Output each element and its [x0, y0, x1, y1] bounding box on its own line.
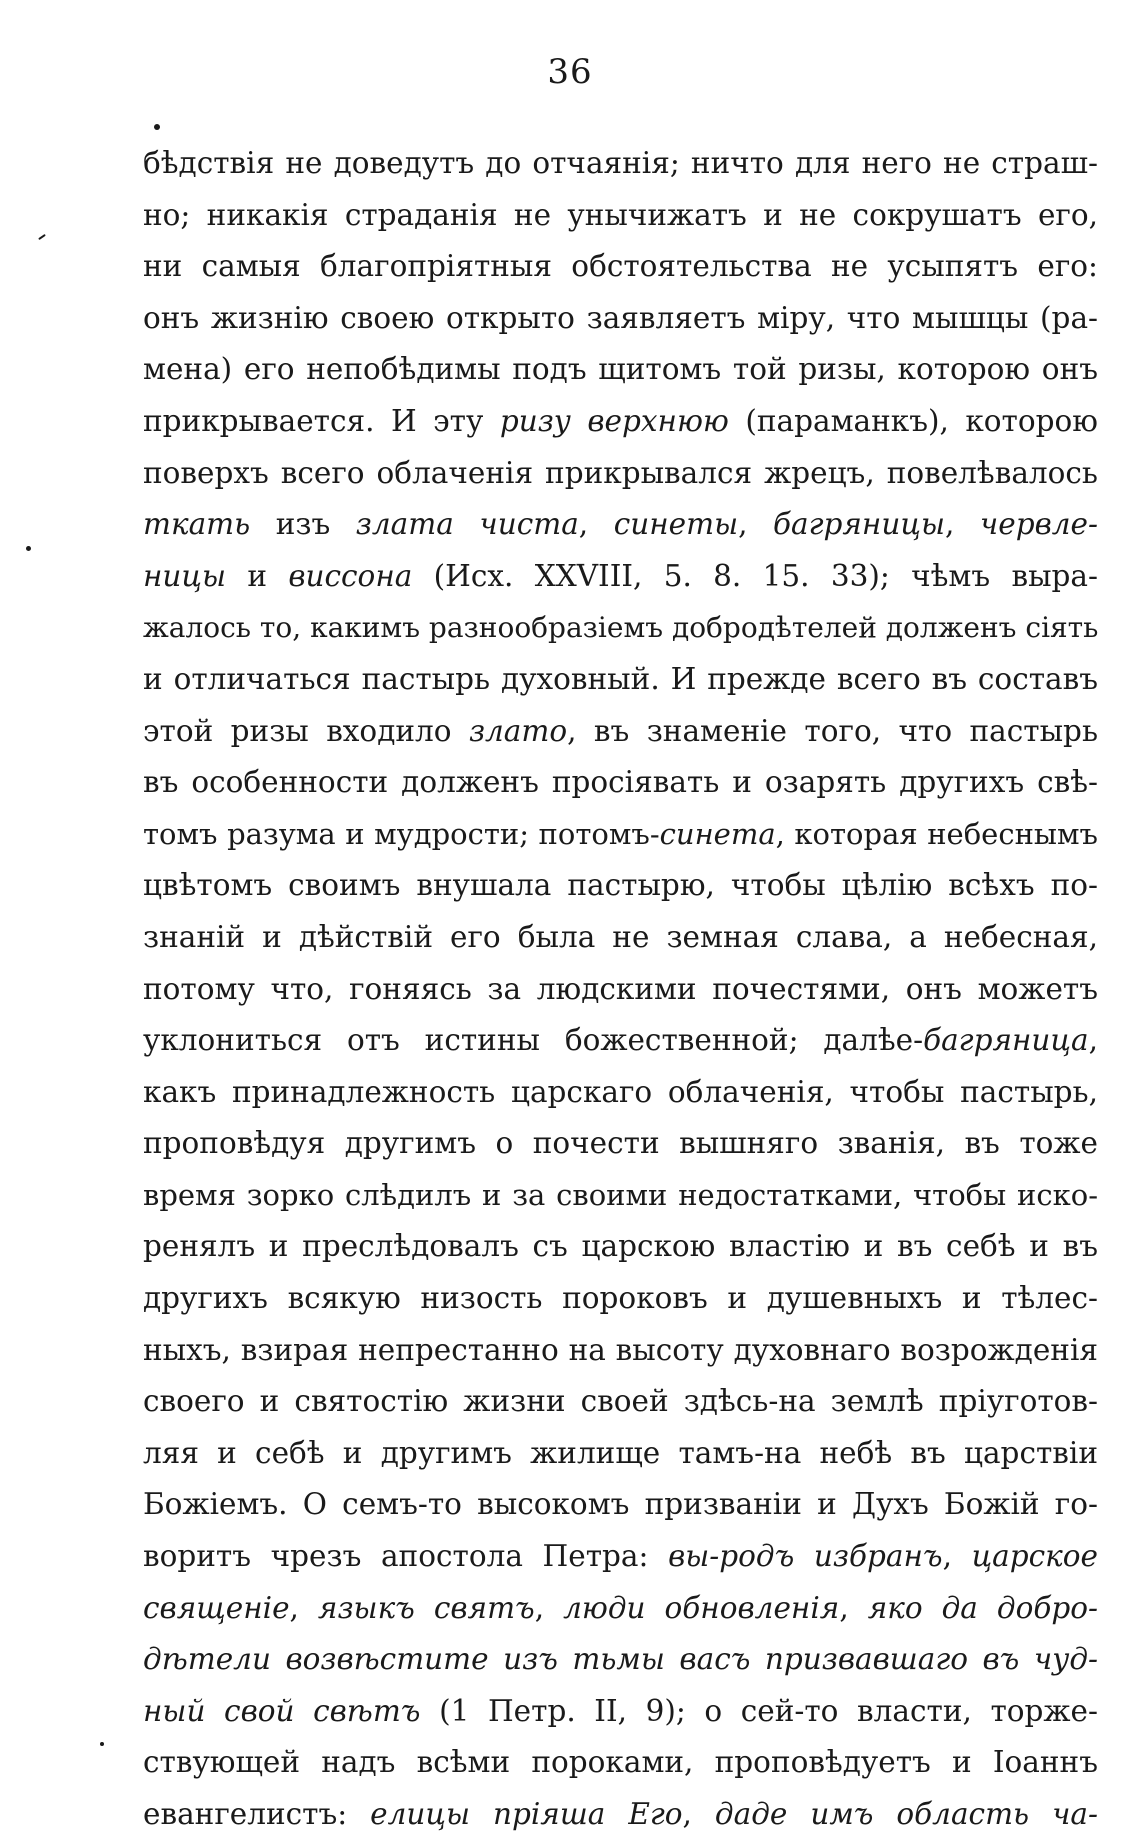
page-number: 36	[547, 52, 593, 92]
body-text	[143, 138, 1098, 1841]
text-line	[143, 1170, 1098, 1222]
text-segment: воритъ чрезъ апостола Петра:	[143, 1539, 669, 1574]
text-segment: время зорко слѣдилъ и за своими недостатками, чтобы иско-	[143, 1177, 1098, 1212]
text-line	[143, 1531, 1098, 1583]
text-line	[143, 1634, 1098, 1686]
text-segment: и	[226, 558, 289, 593]
text-line	[143, 293, 1098, 345]
text-line	[143, 602, 1098, 654]
text-segment: , которая небеснымъ	[775, 816, 1098, 851]
text-line	[143, 1376, 1098, 1428]
italic-text: яко да добро-	[867, 1590, 1098, 1625]
text-line	[143, 396, 1098, 448]
text-segment: цвѣтомъ своимъ внушала пастырю, чтобы цѣлію всѣхъ по-	[143, 868, 1098, 903]
text-line	[143, 706, 1098, 758]
text-line	[143, 1737, 1098, 1789]
text-segment: другихъ всякую низость пороковъ и душевныхъ и тѣлес-	[143, 1281, 1098, 1316]
text-line	[143, 1067, 1098, 1119]
text-line	[143, 551, 1098, 603]
italic-text: ризу верхнюю	[499, 403, 729, 438]
italic-text: виссона	[288, 558, 413, 593]
text-segment: въ особенности долженъ просіявать и озарять другихъ свѣ-	[143, 765, 1098, 800]
text-segment: изъ	[250, 507, 356, 542]
text-line	[143, 1686, 1098, 1738]
text-line	[143, 1479, 1098, 1531]
text-line	[143, 138, 1098, 190]
text-segment: этой ризы входило	[143, 713, 469, 748]
text-segment: потому что, гоняясь за людскими почестями, онъ можетъ	[143, 971, 1098, 1006]
italic-text: ницы	[143, 558, 227, 593]
text-segment: ,	[738, 507, 774, 542]
italic-text: злата чиста	[355, 507, 579, 542]
text-segment: жалось то, какимъ разнообразіемъ добродѣтелей долженъ сіять	[143, 611, 1098, 645]
text-segment: ,	[289, 1590, 318, 1625]
italic-text: злато	[468, 713, 568, 748]
text-segment: ,	[578, 507, 614, 542]
text-segment: но; никакія страданія не унычижатъ и не сокрушатъ его,	[143, 197, 1098, 232]
text-segment: бѣдствія не доведутъ до отчаянія; ничто для него не страш-	[143, 146, 1098, 180]
italic-text: елицы пріяша Его	[370, 1797, 683, 1831]
text-line	[143, 190, 1098, 242]
text-segment: своего и святостію жизни своей здѣсь-на землѣ пріуготов-	[143, 1384, 1098, 1419]
text-segment: (1 Петр. II, 9); о сей-то власти, торже-	[420, 1693, 1098, 1728]
text-segment: Божіемъ. О семъ-то высокомъ призваніи и Духъ Божій го-	[143, 1487, 1098, 1522]
text-line	[143, 1273, 1098, 1325]
italic-text: червле-	[979, 507, 1098, 542]
text-line	[143, 757, 1098, 809]
text-segment: , въ знаменіе того, что пастырь	[567, 713, 1098, 748]
text-line	[143, 448, 1098, 500]
text-segment: ренялъ и преслѣдовалъ съ царскою властію и въ себѣ и въ	[143, 1229, 1098, 1264]
text-line	[143, 499, 1098, 551]
text-segment: ,	[839, 1590, 868, 1625]
ink-speck	[26, 546, 31, 551]
text-line	[143, 912, 1098, 964]
italic-text: люди обновленія	[563, 1590, 840, 1625]
text-line	[143, 1118, 1098, 1170]
italic-text: дѣтели возвѣстите изъ тьмы васъ призвавшаго въ чуд-	[143, 1642, 1098, 1677]
text-segment: проповѣдуя другимъ о почести вышняго званія, въ тоже	[143, 1126, 1098, 1161]
text-segment: (параманкъ), которою	[728, 403, 1098, 438]
italic-text: багряницы	[773, 507, 945, 542]
text-line	[143, 809, 1098, 861]
text-segment: ствующей надъ всѣми пороками, проповѣдуетъ и Іоаннъ	[143, 1745, 1098, 1780]
italic-text: синеты	[613, 507, 739, 542]
text-line	[143, 654, 1098, 706]
text-line	[143, 1325, 1098, 1377]
text-segment: онъ жизнію своею открыто заявляетъ міру, что мышцы (ра-	[143, 300, 1098, 335]
text-line	[143, 241, 1098, 293]
italic-text: ткать	[143, 507, 251, 542]
text-line	[143, 1428, 1098, 1480]
italic-text: синета	[659, 816, 776, 851]
text-segment: ,	[942, 1539, 972, 1574]
text-line	[143, 1015, 1098, 1067]
text-line	[143, 964, 1098, 1016]
text-segment: уклониться отъ истины божественной; далѣе-	[143, 1023, 924, 1058]
text-segment: евангелистъ:	[143, 1797, 371, 1831]
text-segment: мена) его непобѣдимы подъ щитомъ той ризы, которою онъ	[143, 352, 1098, 387]
text-segment: ,	[1088, 1023, 1098, 1058]
text-segment: прикрывается. И эту	[143, 403, 500, 438]
text-segment: ,	[944, 507, 980, 542]
ink-speck	[154, 124, 160, 130]
italic-text: священіе	[143, 1590, 290, 1625]
text-segment: ,	[534, 1590, 564, 1625]
text-segment: ,	[682, 1797, 715, 1831]
text-segment: знаній и дѣйствій его была не земная слава, а небесная,	[143, 919, 1098, 954]
italic-text: царское	[971, 1539, 1098, 1574]
text-segment: и отличаться пастырь духовный. И прежде всего въ составъ	[143, 661, 1098, 696]
text-line	[143, 1221, 1098, 1273]
italic-text: языкъ святъ	[317, 1590, 535, 1625]
text-line	[143, 860, 1098, 912]
text-segment: томъ разума и мудрости; потомъ-	[143, 816, 660, 851]
italic-text: багряница	[923, 1023, 1089, 1058]
ink-speck	[38, 234, 46, 240]
text-segment: поверхъ всего облаченія прикрывался жрецъ, повелѣвалось	[143, 455, 1098, 490]
text-segment: ныхъ, взирая непрестанно на высоту духовнаго возрожденія	[143, 1332, 1098, 1367]
text-segment: ляя и себѣ и другимъ жилище тамъ-на небѣ въ царствіи	[143, 1435, 1098, 1470]
ink-speck	[100, 1742, 104, 1746]
text-line	[143, 344, 1098, 396]
text-segment: ни самыя благопріятныя обстоятельства не усыпятъ его:	[143, 249, 1098, 284]
text-line	[143, 1789, 1098, 1841]
italic-text: даде имъ область ча-	[714, 1797, 1098, 1831]
text-segment: какъ принадлежность царскаго облаченія, чтобы пастырь,	[143, 1074, 1098, 1109]
italic-text: вы-родъ избранъ	[668, 1539, 943, 1574]
text-line	[143, 1583, 1098, 1635]
text-segment: (Исх. XXVIII, 5. 8. 15. 33); чѣмъ выра-	[412, 558, 1098, 593]
italic-text: ный свой свѣтъ	[143, 1693, 421, 1728]
